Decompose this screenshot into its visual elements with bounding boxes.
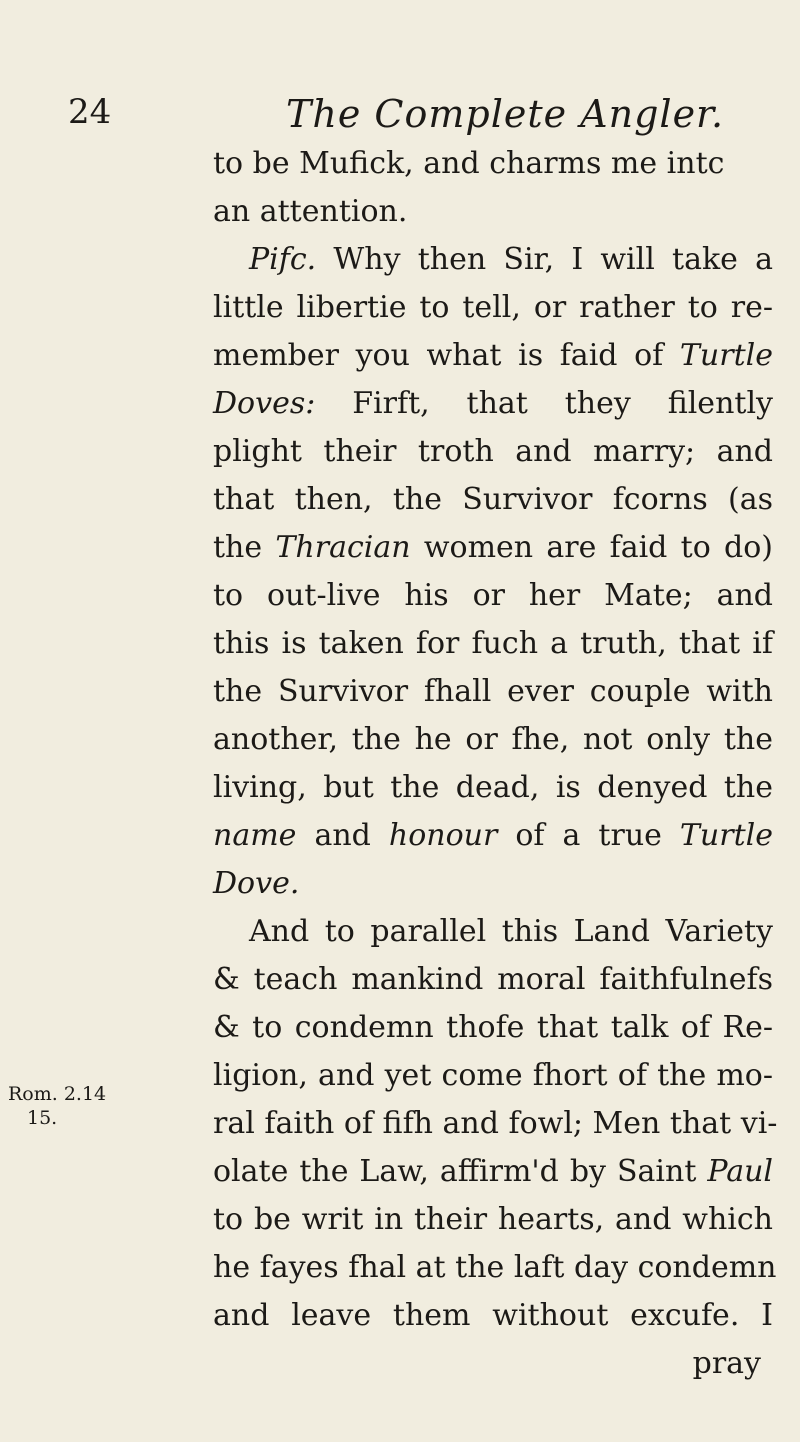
running-title: The Complete Angler. [286,92,725,136]
text-line: another, the he or fhe, not only the [213,722,773,757]
text-line: to be writ in their hearts, and which [213,1202,773,1237]
body-text [213,140,778,1388]
text-line: to be Mufick, and charms me intc [213,146,725,181]
text-line: this is taken for fuch a truth, that if [213,626,773,661]
text-line: little libertie to tell, or rather to re- [213,290,773,325]
text-line: he fayes fhal at the laft day condemn [213,1250,777,1285]
text-line: olate the Law, affirm'd by Saint Paul [213,1154,773,1189]
text-line: an attention. [213,194,408,229]
margin-note [8,1082,128,1130]
text-line: ral faith of fifh and fowl; Men that vi- [213,1106,778,1141]
text-line: living, but the dead, is denyed the [213,770,773,805]
catchword: pray [692,1346,761,1381]
text-line: plight their troth and marry; and [213,434,773,469]
margin-note-ref: Rom. 2.14 [8,1083,107,1105]
text-line: And to parallel this Land Variety [249,914,773,949]
text-line: Dove. [213,866,300,901]
text-line: & to condemn thofe that talk of Re- [213,1010,773,1045]
text-line: that then, the Survivor fcorns (as [213,482,773,517]
text-line: Doves: Firft, that they filently [213,386,773,421]
text-line: member you what is faid of Turtle [213,338,773,373]
margin-note-ref-cont: 15. [27,1107,58,1129]
text-line: and leave them without excufe. I [213,1298,773,1333]
text-line: to out-live his or her Mate; and [213,578,773,613]
text-line: the Survivor fhall ever couple with [213,674,773,709]
text-line: ligion, and yet come fhort of the mo- [213,1058,773,1093]
speaker-name: Pifc. [249,242,317,277]
text-line: the Thracian women are faid to do) [213,530,773,565]
page-header [68,92,768,142]
text-line: & teach mankind moral faithfulnefs [213,962,773,997]
text-line: Pifc. Why then Sir, I will take a [249,242,773,277]
page-number: 24 [68,92,112,132]
text-line: name and honour of a true Turtle [213,818,773,853]
